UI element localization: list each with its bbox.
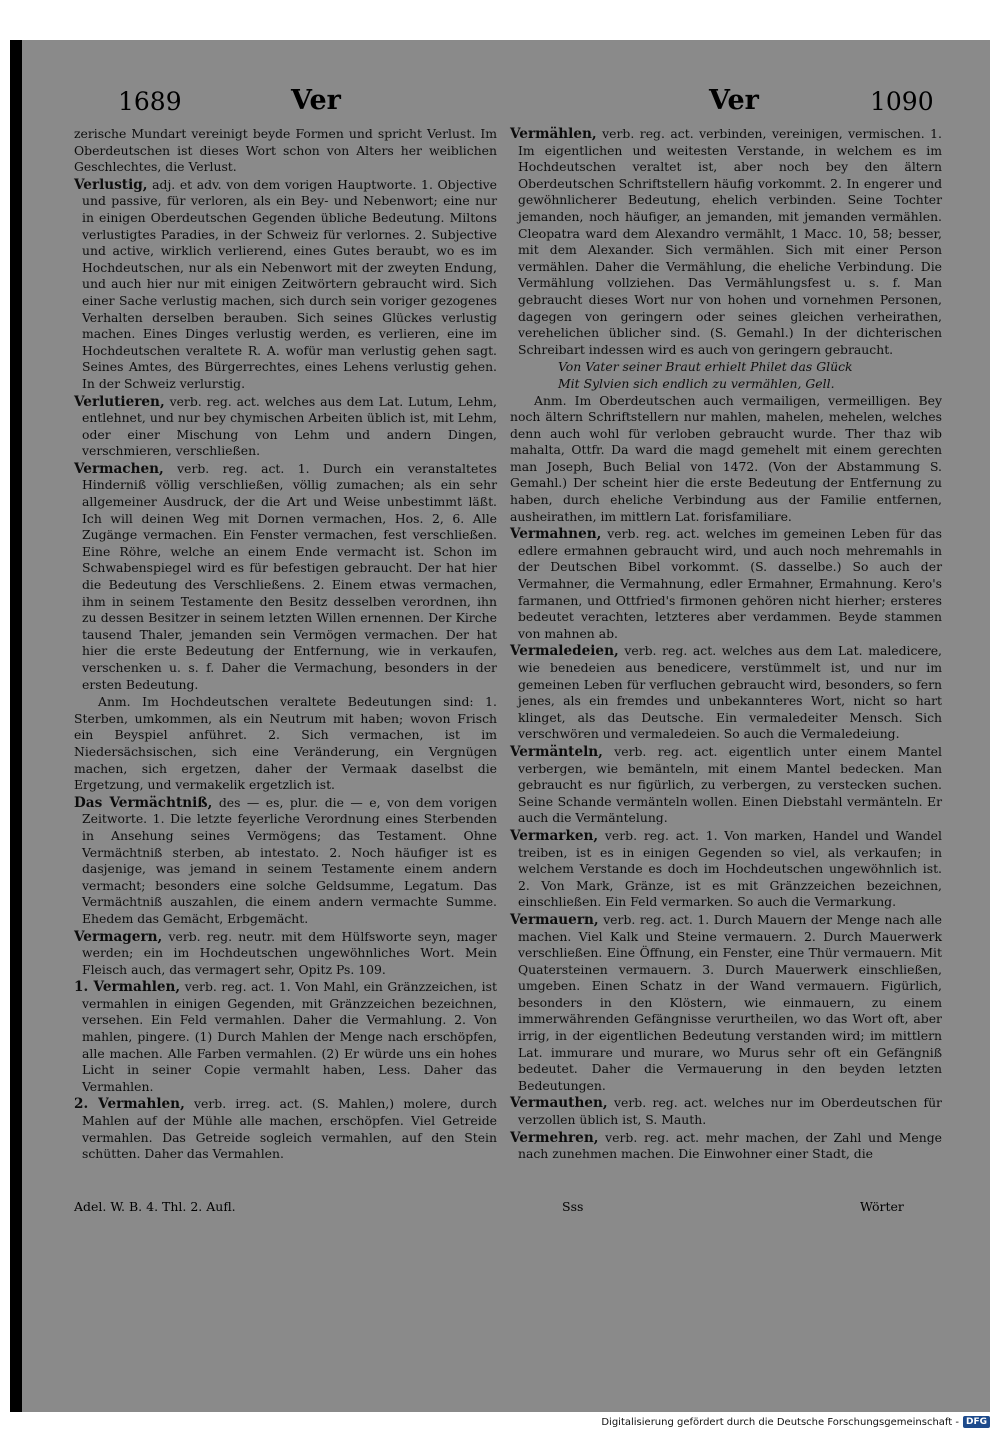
entry-vermaenteln — [510, 744, 942, 827]
entry-text: verb. reg. act. welches nur im Oberdeutschen für verzollen üblich ist, S. Mauth. — [518, 1095, 942, 1128]
entry-lemma: Vermahnen, — [510, 526, 602, 543]
funding-credit: Digitalisierung gefördert durch die Deutsche Forschungsgemeinschaft - — [601, 1416, 959, 1428]
page-number-right: 1090 — [870, 87, 934, 116]
entry-lemma: Das Vermächtniß, — [74, 794, 213, 811]
scanned-page — [10, 40, 990, 1412]
entry-lemma: Vermehren, — [510, 1129, 599, 1146]
entry-vermauern — [510, 912, 942, 1095]
left-column — [74, 126, 497, 1164]
entry-text: verb. irreg. act. (S. Mahlen,) molere, durch Mahlen auf der Mühle alle machen, erschöpfen. Viel Getreide vermahlen. Das Getreide sogleich vermahlen, auf den Stein schütten. Daher das Vermahlen. — [82, 1096, 497, 1162]
entry-lemma: Vermählen, — [510, 126, 597, 142]
right-column — [510, 126, 942, 1164]
entry-text: verb. reg. act. 1. Durch ein veranstaltetes Hinderniß völlig verschließen, völlig zumachen; als ein sehr allgemeiner Ausdruck, der die Art und Weise unbestimmt läßt. Ich will deinen Weg mit Dornen vermachen, Hos. 2, 6. Alle Zugänge vermachen. Ein Fenster vermachen, fest verschließen. Eine Röhre, welche an einem Ende vermacht ist. Schon im Schwabenspiegel wird es für befestigen gebraucht. Der hat hier die Bedeutung des Verschließens. 2. Einem etwas vermachen, ihm in seinem Testamente den Besitz desselben verordnen, ihn zu dessen Besitzer in seinem letzten Willen ernennen. Der Kirche tausend Thaler, jemanden sein Vermögen vermachen. Der hat hier die erste Bedeutung der Entfernung, wie in verkaufen, verschenken u. s. f. Daher die Vermachung, besonders in der ersten Bedeutung. — [82, 460, 497, 692]
verse-line: Mit Sylvien sich endlich zu vermählen, Gell. — [558, 375, 835, 391]
entry-vermaehlen — [510, 126, 942, 358]
entry-lemma: Vermänteln, — [510, 743, 603, 760]
entry-text: verb. reg. act. 1. Von marken, Handel und Wandel treiben, ist es in einigen Gegenden so viel, als verkaufen; in welchem Verstande es doch im Hochdeutschen ungewöhnlich ist. 2. Von Mark, Gränze, ist es mit Gränzzeichen bezeichnen, einschließen. Ein Feld vermarken. So auch die Vermarkung. — [518, 827, 942, 910]
entry-lemma: Verlustig, — [74, 176, 148, 193]
entry-lemma: Verlutieren, — [74, 393, 165, 410]
entry-text: verb. reg. neutr. mit dem Hülfsworte seyn, mager werden; ein im Hochdeutschen ungewöhnliches Wort. Mein Fleisch auch, das vermagert sehr, Opitz Ps. 109. — [82, 928, 497, 977]
entry-continuation: zerische Mundart vereinigt beyde Formen und spricht Verlust. Im Oberdeutschen ist dieses Wort schon von Alters her weiblichen Geschlechtes, die Verlust. — [74, 126, 497, 175]
entry-lemma: 1. Vermahlen, — [74, 979, 181, 996]
entry-text: verb. reg. act. welches aus dem Lat. maledicere, wie benedeien aus benedicere, verstümmelt ist, und nur im gemeinen Leben für verfluchen gebraucht wird, besonders, so fern jenes, als ein fremdes und unbekannteres Wort, nicht so hart klinget, als das Deutsche. Ein vermaledeiter Mensch. Sich verschwören und vermaledeien. So auch die Vermaledeiung. — [518, 643, 942, 742]
entry-verlutieren — [74, 394, 497, 460]
entry-text: verb. reg. act. 1. Von Mahl, ein Gränzzeichen, ist vermahlen in einigen Gegenden, mit Gränzzeichen bezeichnen, versehen. Ein Feld vermahlen. Daher die Vermahlung. 2. Von mahlen, pingere. (1) Durch Mahlen der Menge nach erschöpfen, alle machen. Alle Farben vermahlen. (2) Er würde uns ein hohes Licht in seiner Copie vermahlt haben, Less. Daher das Vermahlen. — [82, 979, 497, 1094]
dfg-logo-icon: DFG — [963, 1416, 990, 1428]
page-edge — [10, 40, 22, 1412]
entry-text: verb. reg. act. welches im gemeinen Leben für das edlere ermahnen gebraucht wird, und auch noch mehremahls in der Deutschen Bibel vorkommt. (S. dasselbe.) So auch der Vermahner, die Vermahnung, edler Ermahner, Ermahnung. Kero's farmanen, und Ottfried's firmonen gehören nicht hierher; ersteres bedeutet verachten, letzteres aber verdammen. Beyde stammen von mahnen ab. — [518, 526, 942, 641]
signature-mark: Sss — [562, 1199, 584, 1214]
entry-lemma: Vermachen, — [74, 460, 164, 477]
entry-note: Anm. Im Oberdeutschen auch vermailigen, vermeilligen. Bey noch ältern Schriftstellern nur mahlen, mahelen, mehelen, welches denn auch wohl für verloben gebraucht wurde. Ther thaz wib mahalta, Ottfr. Da ward die magd gemehelt mit einem gerechten man Joseph, Buch Belial von 1472. (Von der Abstammung S. Gemahl.) Der scheint hier die erste Bedeutung der Entfernung zu haben, durch eheliche Verbindung aus der Familie entfernen, ausheirathen, im mittlern Lat. forisfamiliare. — [510, 392, 942, 524]
entry-vermarken — [510, 828, 942, 911]
entry-vermaledeien — [510, 643, 942, 743]
entry-vermachen — [74, 461, 497, 693]
entry-vermahnen — [510, 526, 942, 642]
entry-lemma: Vermauthen, — [510, 1095, 608, 1112]
running-head-left: Ver — [291, 85, 341, 116]
entry-lemma: 2. Vermahlen, — [74, 1096, 185, 1113]
verse-line: Von Vater seiner Braut erhielt Philet das Glück — [558, 359, 853, 375]
entry-lemma: Vermaledeien, — [510, 643, 619, 660]
entry-vermauthen — [510, 1095, 942, 1128]
entry-vermagern — [74, 929, 497, 979]
entry-verlustig — [74, 177, 497, 393]
entry-text: adj. et adv. von dem vorigen Hauptworte. 1. Objective und passive, für verloren, als ein Bey- und Nebenwort; eine nur in einigen Oberdeutschen Gegenden übliche Bedeutung. Miltons verlustigtes Paradies, in der Schweiz für verlornes. 2. Subjective und active, wirklich verlierend, eines Gutes beraubt, wo es im Hochdeutschen, nur als ein Nebenwort mit der zweyten Endung, und auch hier nur mit einigen Zeitwörtern gebraucht wird. Sich einer Sache verlustig machen, sich durch sein voriger gezogenes Verhalten derselben berauben. Sich seines Glückes verlustig machen. Eines Dinges verlustig werden, es verlieren, eine im Hochdeutschen veraltete R. A. wofür man verlustig gehen sagt. Seines Amtes, des Bürgerrechtes, eines Lehens verlustig gehen. In der Schweiz verlurstig. — [82, 176, 497, 391]
volume-signature: Adel. W. B. 4. Thl. 2. Aufl. — [74, 1199, 236, 1214]
entry-note: Anm. Im Hochdeutschen veraltete Bedeutungen sind: 1. Sterben, umkommen, als ein Neutrum mit haben; wovon Frisch ein Beyspiel anführet. 2. Sich vermachen, ist im Niedersächsischen, sich eine Veränderung, ein Vergnügen machen, sich ergetzen, daher der Vermaak daselbst die Ergetzung, und vermakelik ergetzlich ist. — [74, 694, 497, 793]
page-number-left: 1689 — [118, 87, 182, 116]
entry-text: des — es, plur. die — e, von dem vorigen Zeitworte. 1. Die letzte feyerliche Verordnung eines Sterbenden in Ansehung seines Vermögens; das Testament. Ohne Vermächtniß sterben, ab intestato. 2. Noch häufiger ist es dasjenige, was jemand in seinem Testamente einem andern vermacht; besonders eine solche Geldsumme, Legatum. Das Vermächtniß auszahlen, die einem andern vermachte Summe. Ehedem das Gemächt, Erbgemächt. — [82, 794, 497, 926]
entry-text: verb. reg. act. welches aus dem Lat. Lutum, Lehm, entlehnet, und nur bey chymischen Arbeiten üblich ist, mit Lehm, oder einer Mischung von Lehm und andern Dingen, verschmieren, verschließen. — [82, 393, 497, 459]
entry-lemma: Vermauern, — [510, 911, 599, 928]
entry-lemma: Vermagern, — [74, 928, 163, 945]
entry-lemma: Vermarken, — [510, 827, 599, 844]
verse-quote — [510, 359, 942, 392]
running-head-right: Ver — [709, 85, 759, 116]
entry-text: verb. reg. act. 1. Durch Mauern der Menge nach alle machen. Viel Kalk und Steine vermauern. 2. Durch Mauerwerk verschließen. Eine Öffnung, ein Fenster, eine Thür vermauern. Mit Quatersteinen vermauern. 3. Durch Mauerwerk einschließen, umgeben. Einen Schatz in der Wand vermauern. Figürlich, besonders in den Klöstern, wie einmauern, zu einem immerwährenden Gefängnisse verurtheilen, wo das Wort oft, aber irrig, in der eigentlichen Bedeutung verstanden wird; im mittlern Lat. immurare und murare, wo Murus sehr oft ein Gefängniß bedeutet. Daher die Vermauerung in den beyden letzten Bedeutungen. — [518, 911, 942, 1093]
entry-vermahlen-2 — [74, 1096, 497, 1162]
entry-vermaechtniss — [74, 795, 497, 928]
entry-text: verb. reg. act. mehr machen, der Zahl und Menge nach zunehmen machen. Die Einwohner einer Stadt, die — [518, 1129, 942, 1162]
entry-vermehren — [510, 1130, 942, 1163]
entry-vermahlen-1 — [74, 979, 497, 1095]
entry-text: verb. reg. act. eigentlich unter einem Mantel verbergen, wie bemänteln, mit einem Mantel bedecken. Man gebraucht es nur figürlich, zu verbergen, zu verstecken suchen. Seine Schande vermänteln wollen. Einen Diebstahl vermänteln. Er auch die Vermäntelung. — [518, 743, 942, 826]
catchword: Wörter — [860, 1199, 904, 1214]
funding-footer — [601, 1414, 990, 1430]
entry-text: verb. reg. act. verbinden, vereinigen, vermischen. 1. Im eigentlichen und weitesten Verstande, in welchem es im Hochdeutschen veraltet ist, aber noch bey den ältern Oberdeutschen Schriftstellern häufig vorkommt. 2. In engerer und gewöhnlicherer Bedeutung, ehelich verbinden. Seine Tochter jemanden, noch häufiger, an jemanden, mit jemanden vermählen. Cleopatra ward dem Alexandro vermählt, 1 Macc. 10, 58; besser, mit dem Alexander. Sich vermählen. Sich mit einer Person vermählen. Daher die Vermählung, die eheliche Verbindung. Die Vermählung vollziehen. Das Vermählungsfest u. s. f. Man gebraucht dieses Wort nur von hohen und vornehmen Personen, dagegen von geringern oder seines gleichen verheirathen, verehelichen üblicher sind. (S. Gemahl.) In der dichterischen Schreibart indessen wird es auch von geringern gebraucht. — [518, 126, 942, 357]
